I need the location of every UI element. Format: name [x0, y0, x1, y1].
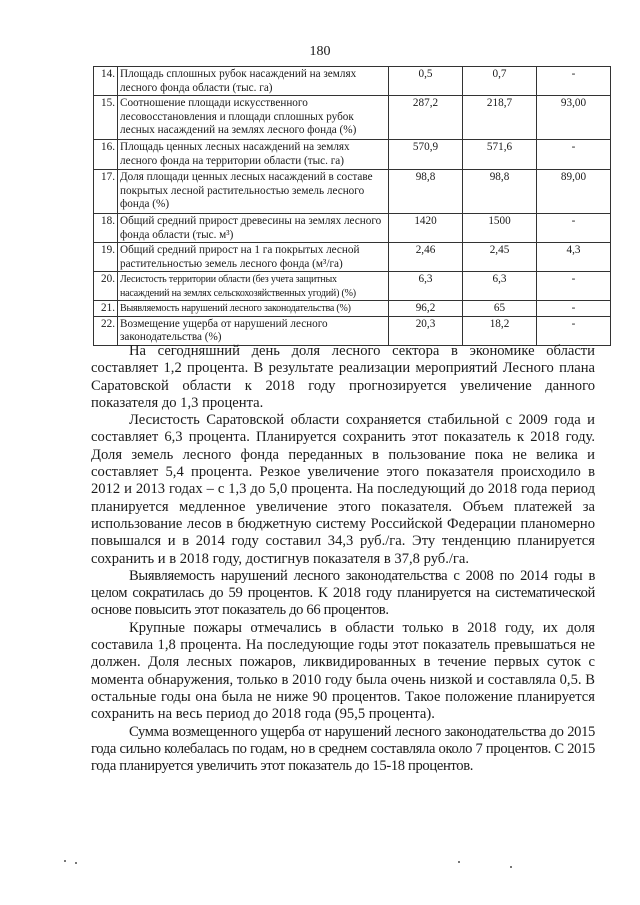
row-number: 15.: [94, 96, 118, 140]
value-3: -: [537, 67, 611, 96]
table-row: [94, 170, 611, 214]
value-3: -: [537, 316, 611, 345]
value-1: 1420: [389, 214, 463, 243]
scan-speck: [75, 862, 77, 864]
row-number: 14.: [94, 67, 118, 96]
value-2: 571,6: [463, 140, 537, 170]
value-1: 287,2: [389, 96, 463, 140]
value-3: 4,3: [537, 243, 611, 272]
table-row: [94, 96, 611, 140]
value-3: -: [537, 272, 611, 301]
table-row: [94, 140, 611, 170]
value-1: 96,2: [389, 301, 463, 317]
paragraph: Выявляемость нарушений лесного законодательства с 2008 по 2014 годы в целом сократилась до 59 процентов. К 2018 году планируется на систематической основе повысить этот показатель до 66 процентов.: [91, 567, 595, 619]
row-number: 16.: [94, 140, 118, 170]
row-number: 17.: [94, 170, 118, 214]
value-1: 0,5: [389, 67, 463, 96]
value-2: 0,7: [463, 67, 537, 96]
value-3: 89,00: [537, 170, 611, 214]
row-number: 20.: [94, 272, 118, 301]
scan-speck: [64, 860, 66, 862]
row-number: 18.: [94, 214, 118, 243]
table-row: [94, 67, 611, 96]
paragraph: Крупные пожары отмечались в области только в 2018 году, их доля составила 1,8 процента. На последующие годы этот показатель превышаться не должен. Доля лесных пожаров, ликвидированных в течение первых суток с момента обнаружения, только в 2010 году была очень низкой и составляла 0,5. В остальные годы она была не ниже 90 процентов. Такое положение планируется сохранить на весь период до 2018 года (95,5 процента).: [91, 619, 595, 723]
scan-speck: [510, 866, 512, 868]
value-3: -: [537, 301, 611, 317]
indicator-name: Возмещение ущерба от нарушений лесного законодательства (%): [118, 316, 389, 345]
indicator-name: Выявляемость нарушений лесного законодательства (%): [118, 301, 389, 317]
indicators-table: [93, 66, 611, 346]
value-1: 2,46: [389, 243, 463, 272]
indicator-name: Лесистость территории области (без учета защитных насаждений на землях сельскохозяйственных угодий) (%): [118, 272, 389, 301]
value-2: 1500: [463, 214, 537, 243]
value-2: 2,45: [463, 243, 537, 272]
value-2: 65: [463, 301, 537, 317]
value-2: 218,7: [463, 96, 537, 140]
indicator-name: Площадь ценных лесных насаждений на землях лесного фонда на территории области (тыс. га): [118, 140, 389, 170]
value-3: -: [537, 140, 611, 170]
table-row: [94, 214, 611, 243]
indicator-name: Доля площади ценных лесных насаждений в составе покрытых лесной растительностью земель лесного фонда (%): [118, 170, 389, 214]
value-2: 18,2: [463, 316, 537, 345]
page-number: 180: [309, 44, 331, 59]
paragraph: Лесистость Саратовской области сохраняется стабильной с 2009 года и составляет 6,3 процента. Планируется сохранить этот показатель к 2018 году. Доля земель лесного фонда переданных в пользование пока не велика и составляет 5,4 процента. Резкое увеличение этого показателя происходило в 2012 и 2013 годах – с 1,3 до 5,0 процента. На последующий до 2018 года период планируется медленное увеличение этого показателя. Объем платежей за использование лесов в бюджетную систему Российской Федерации планомерно повышался и в 2014 году составил 34,3 руб./га. Эту тенденцию планируется сохранить и в 2018 году, достигнув показателя в 37,8 руб./га.: [91, 412, 595, 567]
value-1: 570,9: [389, 140, 463, 170]
value-1: 6,3: [389, 272, 463, 301]
value-3: -: [537, 214, 611, 243]
scan-speck: [458, 861, 460, 863]
value-3: 93,00: [537, 96, 611, 140]
body-text: [91, 343, 595, 775]
value-2: 98,8: [463, 170, 537, 214]
value-2: 6,3: [463, 272, 537, 301]
indicator-name: Площадь сплошных рубок насаждений на землях лесного фонда области (тыс. га): [118, 67, 389, 96]
indicator-name: Общий средний прирост на 1 га покрытых лесной растительностью земель лесного фонда (м³/га): [118, 243, 389, 272]
indicator-name: Соотношение площади искусственного лесовосстановления и площади сплошных рубок лесных насаждений на землях лесного фонда (%): [118, 96, 389, 140]
table-row: [94, 243, 611, 272]
table-row: [94, 301, 611, 317]
table-row: [94, 316, 611, 345]
paragraph: Сумма возмещенного ущерба от нарушений лесного законодательства до 2015 года сильно колебалась по годам, но в среднем составляла около 7 процентов. С 2015 года планируется увеличить этот показатель до 15-18 процентов.: [91, 723, 595, 775]
row-number: 19.: [94, 243, 118, 272]
row-number: 22.: [94, 316, 118, 345]
row-number: 21.: [94, 301, 118, 317]
table-row: [94, 272, 611, 301]
value-1: 20,3: [389, 316, 463, 345]
paragraph: На сегодняшний день доля лесного сектора в экономике области составляет 1,2 процента. В результате реализации мероприятий Лесного плана Саратовской области к 2018 году прогнозируется увеличение данного показателя до 1,3 процента.: [91, 343, 595, 411]
indicator-name: Общий средний прирост древесины на землях лесного фонда области (тыс. м³): [118, 214, 389, 243]
value-1: 98,8: [389, 170, 463, 214]
